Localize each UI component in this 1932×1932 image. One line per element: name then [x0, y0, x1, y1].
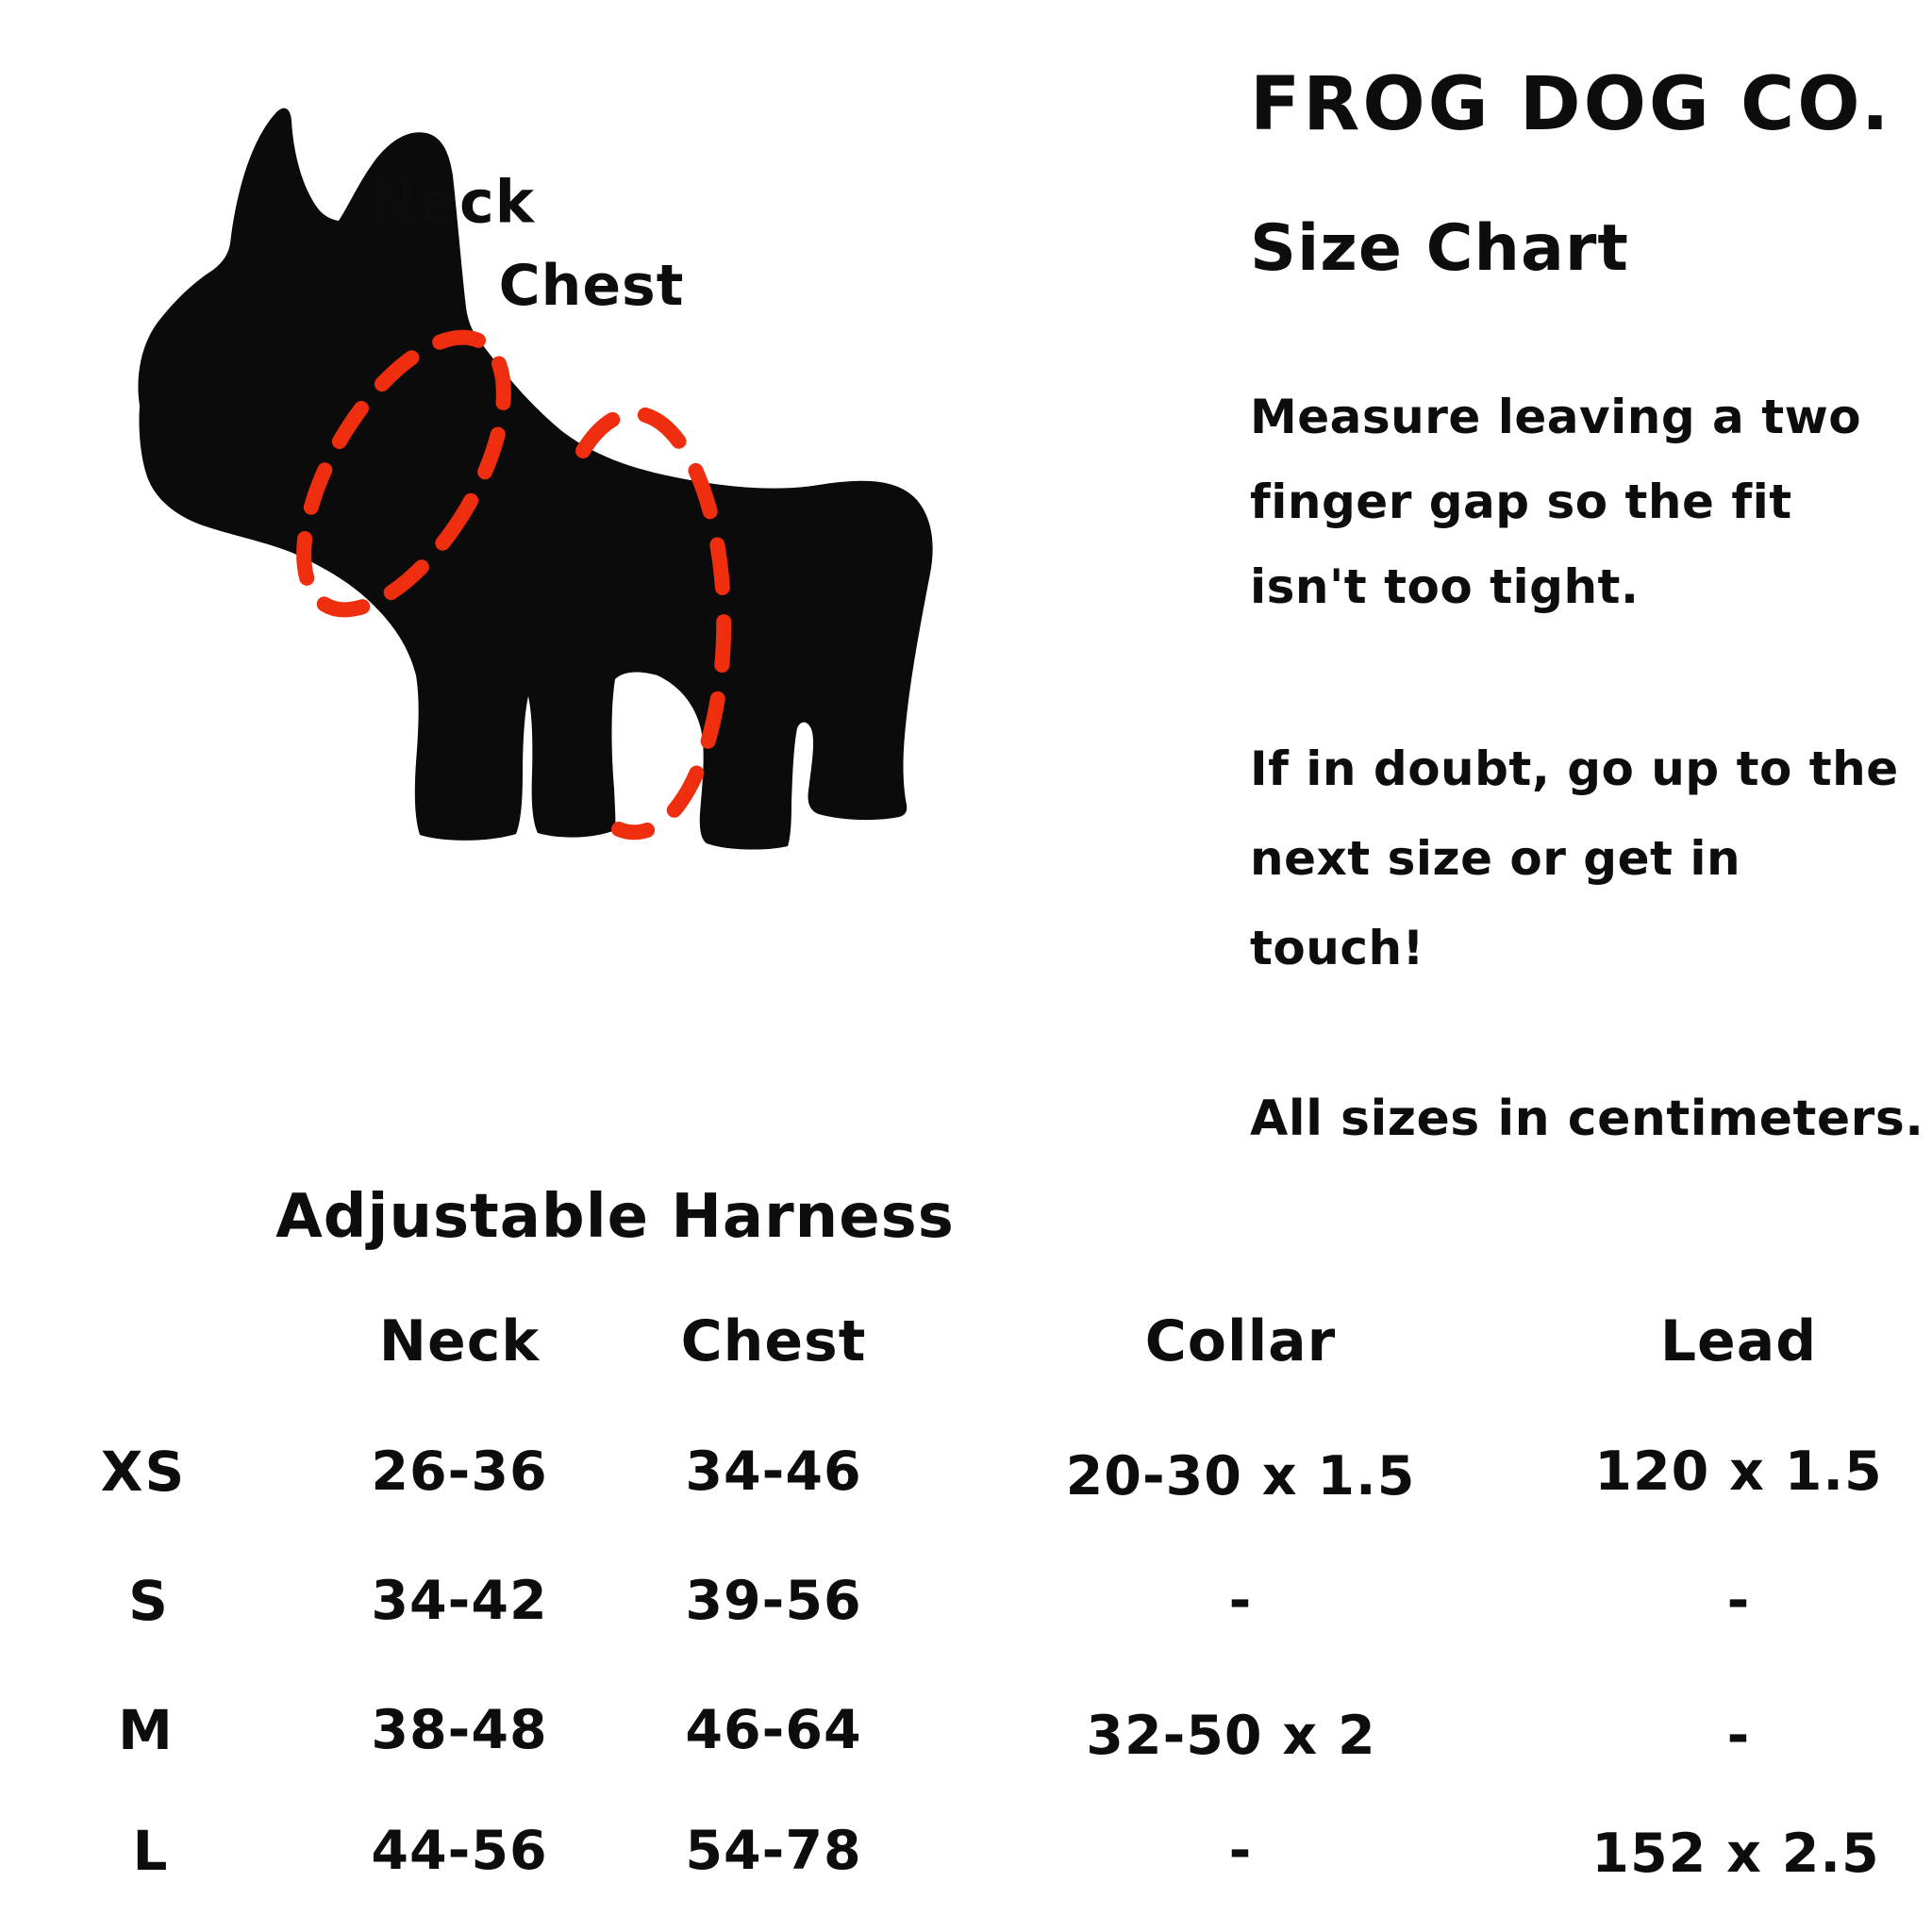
m-lead-value: - [1726, 1705, 1751, 1767]
measure-note-line1: Measure leaving a two [1250, 390, 1862, 444]
l-chest-value: 54-78 [685, 1820, 862, 1882]
dog-silhouette [138, 108, 932, 850]
doubt-note-line2: next size or get in [1250, 831, 1741, 886]
measure-note-line2: finger gap so the fit [1250, 475, 1792, 529]
l-collar-value: - [1228, 1820, 1253, 1882]
s-chest-value: 39-56 [685, 1570, 862, 1632]
neck-diagram-label: Neck [369, 167, 535, 237]
m-chest-value: 46-64 [685, 1699, 862, 1761]
xs-collar-value: 20-30 x 1.5 [1065, 1445, 1416, 1507]
size-label-s: S [128, 1569, 170, 1633]
column-header-neck: Neck [378, 1308, 541, 1374]
l-lead-value: 152 x 2.5 [1591, 1823, 1880, 1885]
measure-note-line3: isn't too tight. [1250, 559, 1640, 614]
table-title: Adjustable Harness [275, 1182, 955, 1252]
s-neck-value: 34-42 [371, 1570, 548, 1632]
xs-chest-value: 34-46 [685, 1441, 862, 1503]
column-header-chest: Chest [680, 1308, 867, 1374]
s-collar-value: - [1228, 1570, 1253, 1632]
size-label-l: L [132, 1819, 170, 1883]
page-title: Size Chart [1250, 211, 1629, 286]
doubt-note [1250, 724, 1899, 993]
measure-note [1250, 375, 1861, 629]
xs-neck-value: 26-36 [371, 1441, 548, 1503]
xs-lead-value: 120 x 1.5 [1594, 1441, 1883, 1503]
column-header-collar: Collar [1144, 1308, 1337, 1374]
s-lead-value: - [1726, 1570, 1751, 1632]
m-collar-value: 32-50 x 2 [1086, 1705, 1376, 1767]
units-note: All sizes in centimeters. [1250, 1091, 1924, 1147]
size-label-xs: XS [100, 1440, 187, 1504]
chest-diagram-label: Chest [498, 253, 685, 319]
m-neck-value: 38-48 [371, 1699, 548, 1761]
brand-title: FROG DOG CO. [1250, 62, 1892, 147]
column-header-lead: Lead [1659, 1308, 1818, 1374]
size-label-m: M [118, 1698, 175, 1762]
doubt-note-line3: touch! [1250, 921, 1424, 975]
l-neck-value: 44-56 [371, 1820, 548, 1882]
doubt-note-line1: If in doubt, go up to the [1250, 741, 1899, 796]
